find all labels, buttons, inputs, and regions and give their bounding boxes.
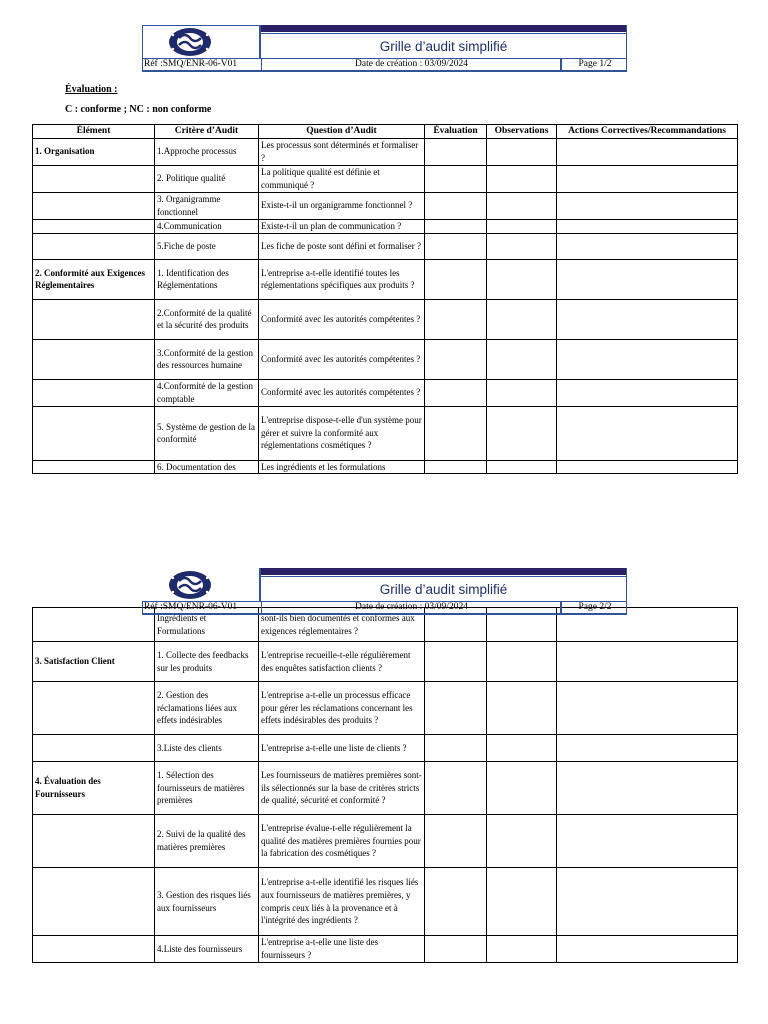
- question-cell: Les processus sont déterminés et formaliser ?: [259, 138, 425, 165]
- element-cell: [33, 299, 155, 339]
- question-cell: L'entreprise recueille-t-elle régulièrement des enquêtes satisfaction clients ?: [259, 642, 425, 682]
- critere-cell: 1. Sélection des fournisseurs de matières premières: [155, 762, 259, 815]
- table-row: [33, 259, 738, 299]
- table-row: [33, 762, 738, 815]
- question-cell: Existe-t-il un organigramme fonctionnel ?: [259, 192, 425, 219]
- critere-cell: 5. Système de gestion de la conformité: [155, 406, 259, 460]
- element-cell: [33, 936, 155, 963]
- question-cell: Les ingrédients et les formulations: [259, 460, 425, 474]
- question-cell: L'entreprise évalue-t-elle régulièrement la qualité des matières premières fournies pour la fabrication des cosmétiques ?: [259, 815, 425, 868]
- evaluation-cell[interactable]: [425, 192, 487, 219]
- document-header-page-1: [142, 25, 627, 71]
- critere-cell: 2. Gestion des réclamations liées aux effets indésirables: [155, 682, 259, 735]
- evaluation-cell[interactable]: [425, 339, 487, 379]
- table-row: [33, 299, 738, 339]
- observations-cell[interactable]: [487, 379, 557, 406]
- element-cell: [33, 379, 155, 406]
- evaluation-cell[interactable]: [425, 219, 487, 233]
- table-row: [33, 682, 738, 735]
- element-cell: [33, 682, 155, 735]
- document-title: Grille d’audit simplifié: [261, 33, 626, 59]
- actions-cell[interactable]: [557, 936, 738, 963]
- element-cell: [33, 868, 155, 936]
- element-cell: 2. Conformité aux Exigences Réglementaires: [33, 259, 155, 299]
- actions-cell[interactable]: [557, 379, 738, 406]
- actions-cell[interactable]: [557, 339, 738, 379]
- observations-cell[interactable]: [487, 642, 557, 682]
- observations-cell[interactable]: [487, 138, 557, 165]
- critere-cell: 2.Conformité de la qualité et la sécurité des produits: [155, 299, 259, 339]
- actions-cell[interactable]: [557, 299, 738, 339]
- element-cell: [33, 608, 155, 642]
- question-cell: Les fiche de poste sont défini et formaliser ?: [259, 233, 425, 259]
- element-cell: 1. Organisation: [33, 138, 155, 165]
- header-color-bar: [261, 568, 626, 575]
- observations-cell[interactable]: [487, 299, 557, 339]
- observations-cell[interactable]: [487, 219, 557, 233]
- critere-cell: 1. Identification des Réglementations: [155, 259, 259, 299]
- critere-cell: 5.Fiche de poste: [155, 233, 259, 259]
- evaluation-cell[interactable]: [425, 406, 487, 460]
- observations-cell[interactable]: [487, 460, 557, 474]
- creation-date: Date de création : 03/09/2024: [261, 59, 561, 70]
- table-row: [33, 735, 738, 762]
- element-cell: 4. Évaluation des Fournisseurs: [33, 762, 155, 815]
- evaluation-cell[interactable]: [425, 682, 487, 735]
- observations-cell[interactable]: [487, 762, 557, 815]
- observations-cell[interactable]: [487, 406, 557, 460]
- question-cell: La politique qualité est définie et communiqué ?: [259, 165, 425, 192]
- header-color-bar: [261, 25, 626, 32]
- document-reference: Réf :SMQ/ENR-06-V01: [144, 59, 238, 69]
- observations-cell[interactable]: [487, 868, 557, 936]
- table-row: [33, 815, 738, 868]
- actions-cell[interactable]: [557, 815, 738, 868]
- evaluation-cell[interactable]: [425, 868, 487, 936]
- table-row: [33, 936, 738, 963]
- actions-cell[interactable]: [557, 406, 738, 460]
- question-cell: Existe-t-il un plan de communication ?: [259, 219, 425, 233]
- critere-cell: 4.Communication: [155, 219, 259, 233]
- actions-cell[interactable]: [557, 682, 738, 735]
- audit-table-page-1: [32, 124, 738, 474]
- element-cell: [33, 460, 155, 474]
- actions-cell[interactable]: [557, 642, 738, 682]
- actions-cell[interactable]: [557, 735, 738, 762]
- element-cell: 3. Satisfaction Client: [33, 642, 155, 682]
- critere-cell: 1.Approche processus: [155, 138, 259, 165]
- evaluation-cell[interactable]: [425, 762, 487, 815]
- critere-cell: 4.Liste des fournisseurs: [155, 936, 259, 963]
- question-cell: Conformité avec les autorités compétentes ?: [259, 299, 425, 339]
- element-cell: [33, 233, 155, 259]
- element-cell: [33, 815, 155, 868]
- document-title: Grille d’audit simplifié: [261, 576, 626, 602]
- question-cell: L'entreprise a-t-elle identifié les risques liés aux fournisseurs de matières premières, y compris ceux liés à la provenance et à l'intégrité des ingrédients ?: [259, 868, 425, 936]
- table-row: [33, 219, 738, 233]
- actions-cell[interactable]: [557, 762, 738, 815]
- question-cell: L'entreprise dispose-t-elle d'un système pour gérer et suivre la conformité aux réglementations cosmétiques ?: [259, 406, 425, 460]
- evaluation-cell[interactable]: [425, 138, 487, 165]
- actions-cell[interactable]: [557, 259, 738, 299]
- actions-cell[interactable]: [557, 165, 738, 192]
- table-row: [33, 460, 738, 474]
- critere-cell: 2. Politique qualité: [155, 165, 259, 192]
- evaluation-cell[interactable]: [425, 936, 487, 963]
- column-header-actions: Actions Correctives/Recommandations: [557, 125, 738, 139]
- evaluation-cell[interactable]: [425, 259, 487, 299]
- critere-cell: 3. Organigramme fonctionnel: [155, 192, 259, 219]
- critere-cell: 3. Gestion des risques liés aux fournisseurs: [155, 868, 259, 936]
- table-row: [33, 379, 738, 406]
- observations-cell[interactable]: [487, 165, 557, 192]
- element-cell: [33, 192, 155, 219]
- element-cell: [33, 219, 155, 233]
- table-row: [33, 165, 738, 192]
- evaluation-cell[interactable]: [425, 815, 487, 868]
- evaluation-cell[interactable]: [425, 233, 487, 259]
- element-cell: [33, 735, 155, 762]
- actions-cell[interactable]: [557, 192, 738, 219]
- header-bottom-border: [142, 70, 626, 71]
- table-header-row: [33, 125, 738, 139]
- observations-cell[interactable]: [487, 936, 557, 963]
- table-row: [33, 868, 738, 936]
- question-cell: sont-ils bien documentés et conformes aux exigences réglementaires ?: [259, 608, 425, 642]
- table-row: [33, 233, 738, 259]
- page-number: Page 2/2: [560, 602, 628, 613]
- column-header-question: Question d’Audit: [259, 125, 425, 139]
- critere-cell: 1. Collecte des feedbacks sur les produits: [155, 642, 259, 682]
- column-header-observations: Observations: [487, 125, 557, 139]
- actions-cell[interactable]: [557, 138, 738, 165]
- document-reference: Réf :SMQ/ENR-06-V01: [144, 602, 238, 612]
- critere-cell: 6. Documentation des: [155, 460, 259, 474]
- question-cell: L'entreprise a-t-elle une liste de clients ?: [259, 735, 425, 762]
- page-number: Page 1/2: [560, 59, 628, 70]
- critere-cell: 2. Suivi de la qualité des matières premières: [155, 815, 259, 868]
- company-logo: [142, 568, 261, 601]
- observations-cell[interactable]: [487, 259, 557, 299]
- evaluation-cell[interactable]: [425, 460, 487, 474]
- evaluation-cell[interactable]: [425, 379, 487, 406]
- critere-cell: 3.Liste des clients: [155, 735, 259, 762]
- evaluation-title: Évaluation :: [65, 84, 118, 95]
- actions-cell[interactable]: [557, 233, 738, 259]
- evaluation-cell[interactable]: [425, 735, 487, 762]
- evaluation-cell[interactable]: [425, 299, 487, 339]
- actions-cell[interactable]: [557, 219, 738, 233]
- evaluation-cell[interactable]: [425, 642, 487, 682]
- table-row: [33, 192, 738, 219]
- column-header-evaluation: Évaluation: [425, 125, 487, 139]
- column-header-element: Élément: [33, 125, 155, 139]
- actions-cell[interactable]: [557, 868, 738, 936]
- creation-date: Date de création : 03/09/2024: [261, 602, 561, 613]
- company-logo: [142, 25, 261, 58]
- evaluation-cell[interactable]: [425, 165, 487, 192]
- table-row: [33, 406, 738, 460]
- observations-cell[interactable]: [487, 682, 557, 735]
- element-cell: [33, 339, 155, 379]
- table-row: [33, 642, 738, 682]
- question-cell: Conformité avec les autorités compétentes ?: [259, 379, 425, 406]
- table-row: [33, 339, 738, 379]
- critere-cell: 3.Conformité de la gestion des ressources humaine: [155, 339, 259, 379]
- evaluation-legend: C : conforme ; NC : non conforme: [65, 104, 212, 115]
- observations-cell[interactable]: [487, 339, 557, 379]
- audit-table-page-2: [32, 607, 738, 963]
- table-row: [33, 138, 738, 165]
- header-bottom-border: [142, 613, 626, 614]
- document-header-page-2: [142, 568, 627, 614]
- question-cell: Les fournisseurs de matières premières sont-ils sélectionnés sur la base de critères stricts de qualité, sécurité et conformité ?: [259, 762, 425, 815]
- actions-cell[interactable]: [557, 460, 738, 474]
- critere-cell: 4.Conformité de la gestion comptable: [155, 379, 259, 406]
- observations-cell[interactable]: [487, 735, 557, 762]
- observations-cell[interactable]: [487, 815, 557, 868]
- element-cell: [33, 406, 155, 460]
- column-header-critere: Critère d’Audit: [155, 125, 259, 139]
- question-cell: L'entreprise a-t-elle identifié toutes les réglementations spécifiques aux produits ?: [259, 259, 425, 299]
- question-cell: L'entreprise a-t-elle une liste des fournisseurs ?: [259, 936, 425, 963]
- observations-cell[interactable]: [487, 233, 557, 259]
- question-cell: L'entreprise a-t-elle un processus efficace pour gérer les réclamations concernant les effets indésirables des produits ?: [259, 682, 425, 735]
- question-cell: Conformité avec les autorités compétentes ?: [259, 339, 425, 379]
- observations-cell[interactable]: [487, 192, 557, 219]
- critere-cell: Ingrédients et Formulations: [155, 608, 259, 642]
- element-cell: [33, 165, 155, 192]
